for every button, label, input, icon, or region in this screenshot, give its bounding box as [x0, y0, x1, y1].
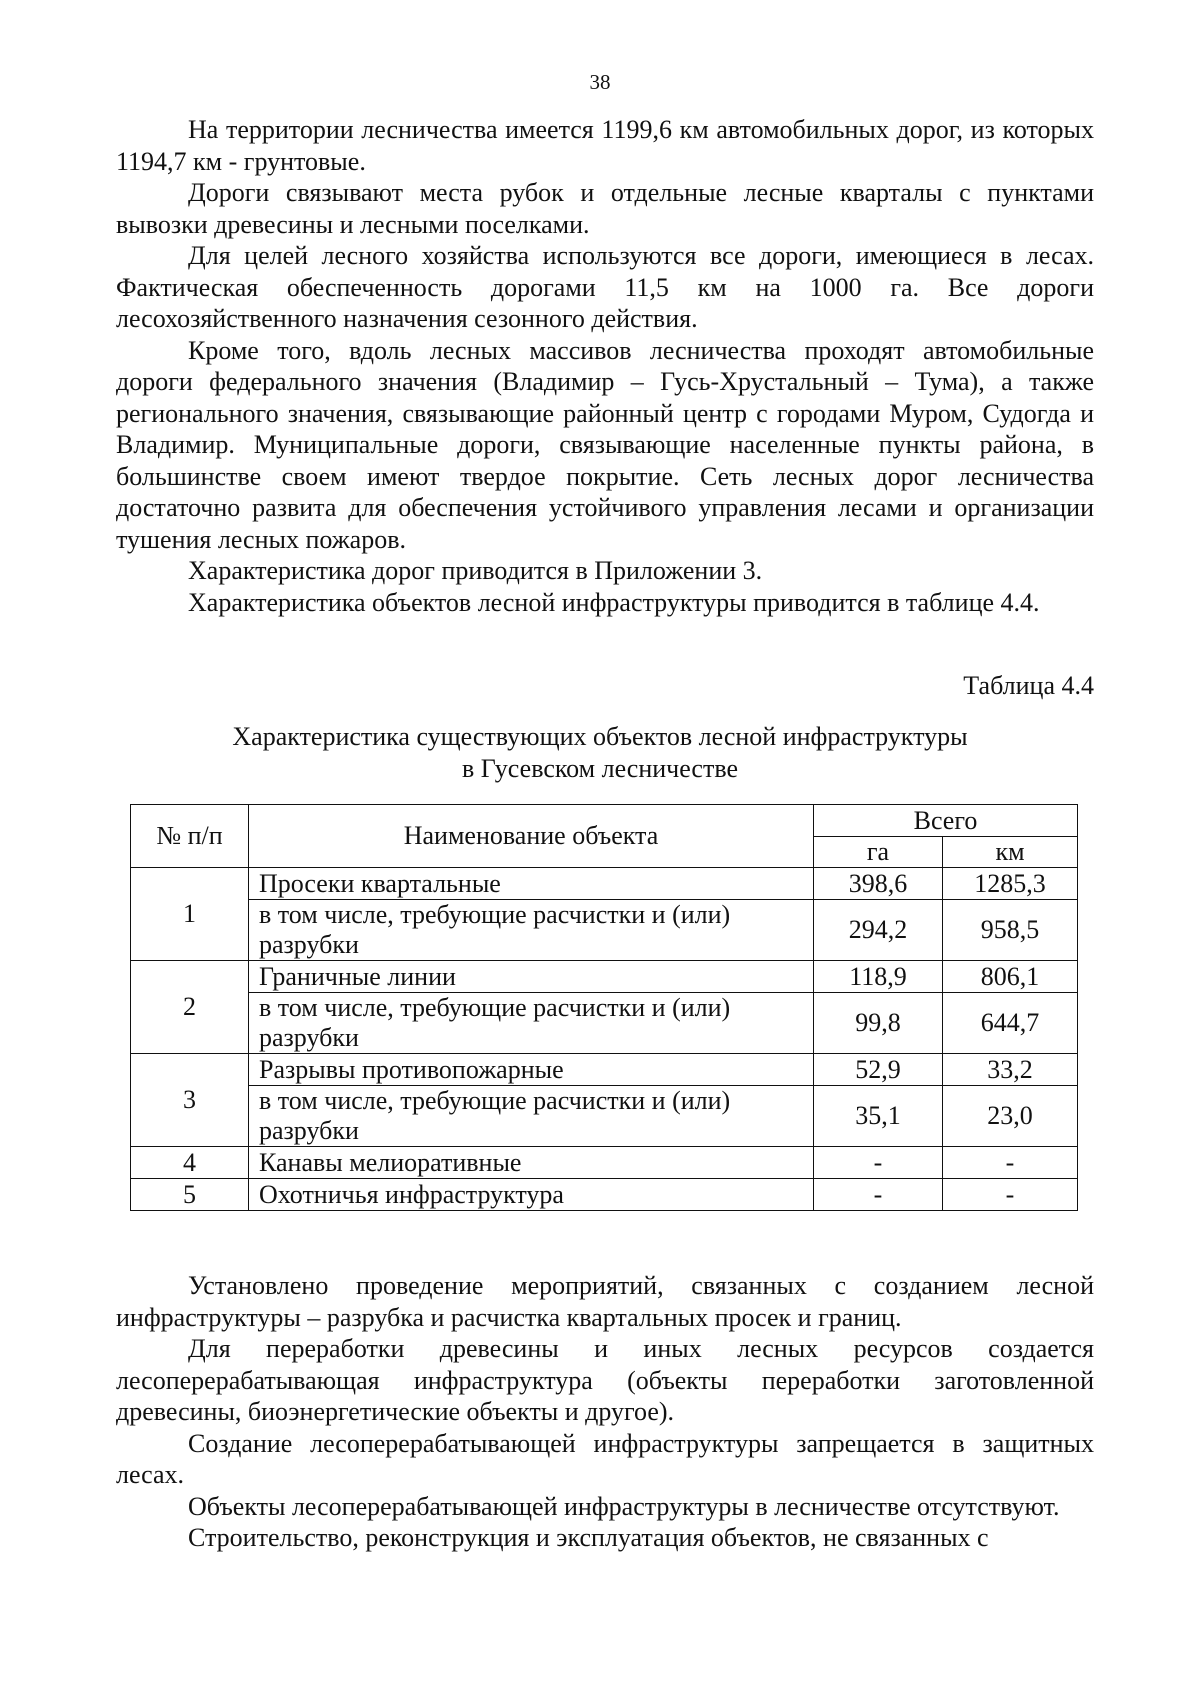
value-km: 23,0 — [943, 1086, 1078, 1147]
object-name: Разрывы противопожарные — [249, 1054, 814, 1086]
table-row — [131, 1086, 1078, 1147]
value-ha: - — [814, 1179, 943, 1211]
object-name: Канавы мелиоративные — [249, 1147, 814, 1179]
object-name: Охотничья инфраструктура — [249, 1179, 814, 1211]
value-km: - — [943, 1179, 1078, 1211]
paragraph: Кроме того, вдоль лесных массивов лесничества проходят автомобильные дороги федерального значения (Владимир – Гусь-Хрустальный – Тума), а также регионального значения, связывающие районный центр с городами Муром, Судогда и Владимир. Муниципальные дороги, связывающие населенные пункты района, в большинстве своем имеют твердое покрытие. Сеть лесных дорог лесничества достаточно развита для обеспечения устойчивого управления лесами и организации тушения лесных пожаров. — [116, 335, 1094, 554]
value-ha: 52,9 — [814, 1054, 943, 1086]
value-ha: 118,9 — [814, 961, 943, 993]
value-ha: 398,6 — [814, 868, 943, 900]
table-row — [131, 961, 1078, 993]
value-km: 644,7 — [943, 993, 1078, 1054]
table-caption-line: в Гусевском лесничестве — [461, 754, 738, 783]
value-km: 33,2 — [943, 1054, 1078, 1086]
paragraph: Для целей лесного хозяйства используются все дороги, имеющиеся в лесах. Фактическая обеспеченность дорогами 11,5 км на 1000 га. Все дороги лесохозяйственного назначения сезонного действия. — [116, 241, 1094, 333]
table-label: Таблица 4.4 — [963, 671, 1094, 700]
header-ha: га — [814, 837, 943, 868]
header-km: км — [943, 837, 1078, 868]
row-number: 3 — [131, 1054, 249, 1147]
paragraph: Характеристика объектов лесной инфраструктуры приводится в таблице 4.4. — [188, 587, 1040, 617]
value-ha: 99,8 — [814, 993, 943, 1054]
object-name: в том числе, требующие расчистки и (или) разрубки — [249, 1086, 814, 1147]
table-caption-line: Характеристика существующих объектов лесной инфраструктуры — [232, 722, 968, 751]
value-ha: - — [814, 1147, 943, 1179]
header-number: № п/п — [131, 805, 249, 868]
row-number: 4 — [131, 1147, 249, 1179]
value-ha: 35,1 — [814, 1086, 943, 1147]
paragraph: Объекты лесоперерабатывающей инфраструктуры в лесничестве отсутствуют. — [188, 1491, 1060, 1521]
object-name: в том числе, требующие расчистки и (или) разрубки — [249, 900, 814, 961]
paragraph: На территории лесничества имеется 1199,6 км автомобильных дорог, из которых 1194,7 км - грунтовые. — [116, 115, 1094, 176]
header-total: Всего — [814, 805, 1078, 837]
text-block-bottom — [116, 1270, 1094, 1554]
paragraph: Создание лесоперерабатывающей инфраструктуры запрещается в защитных лесах. — [116, 1428, 1094, 1489]
object-name: Граничные линии — [249, 961, 814, 993]
page-number: 38 — [589, 70, 611, 94]
value-km: 806,1 — [943, 961, 1078, 993]
value-km: 1285,3 — [943, 868, 1078, 900]
table-row — [131, 1179, 1078, 1211]
table-row — [131, 1054, 1078, 1086]
text-block-top — [116, 114, 1094, 618]
paragraph: Строительство, реконструкция и эксплуатация объектов, не связанных с — [188, 1523, 989, 1552]
infrastructure-table — [130, 804, 1078, 1211]
value-km: - — [943, 1147, 1078, 1179]
paragraph: Характеристика дорог приводится в Приложении 3. — [188, 556, 763, 585]
header-object-name: Наименование объекта — [249, 805, 814, 868]
table-row — [131, 993, 1078, 1054]
row-number: 1 — [131, 868, 249, 961]
row-number: 2 — [131, 961, 249, 1054]
object-name: Просеки квартальные — [249, 868, 814, 900]
row-number: 5 — [131, 1179, 249, 1211]
paragraph: Для переработки древесины и иных лесных ресурсов создается лесоперерабатывающая инфраструктура (объекты переработки заготовленной древесины, биоэнергетические объекты и другое). — [116, 1334, 1094, 1426]
table-row — [131, 868, 1078, 900]
paragraph: Установлено проведение мероприятий, связанных с созданием лесной инфраструктуры – разрубка и расчистка квартальных просек и границ. — [116, 1271, 1094, 1332]
value-km: 958,5 — [943, 900, 1078, 961]
value-ha: 294,2 — [814, 900, 943, 961]
object-name: в том числе, требующие расчистки и (или) разрубки — [249, 993, 814, 1054]
table-row — [131, 1147, 1078, 1179]
paragraph: Дороги связывают места рубок и отдельные лесные кварталы с пунктами вывозки древесины и лесными поселками. — [116, 178, 1094, 239]
table-caption — [0, 721, 1200, 785]
table-row — [131, 900, 1078, 961]
